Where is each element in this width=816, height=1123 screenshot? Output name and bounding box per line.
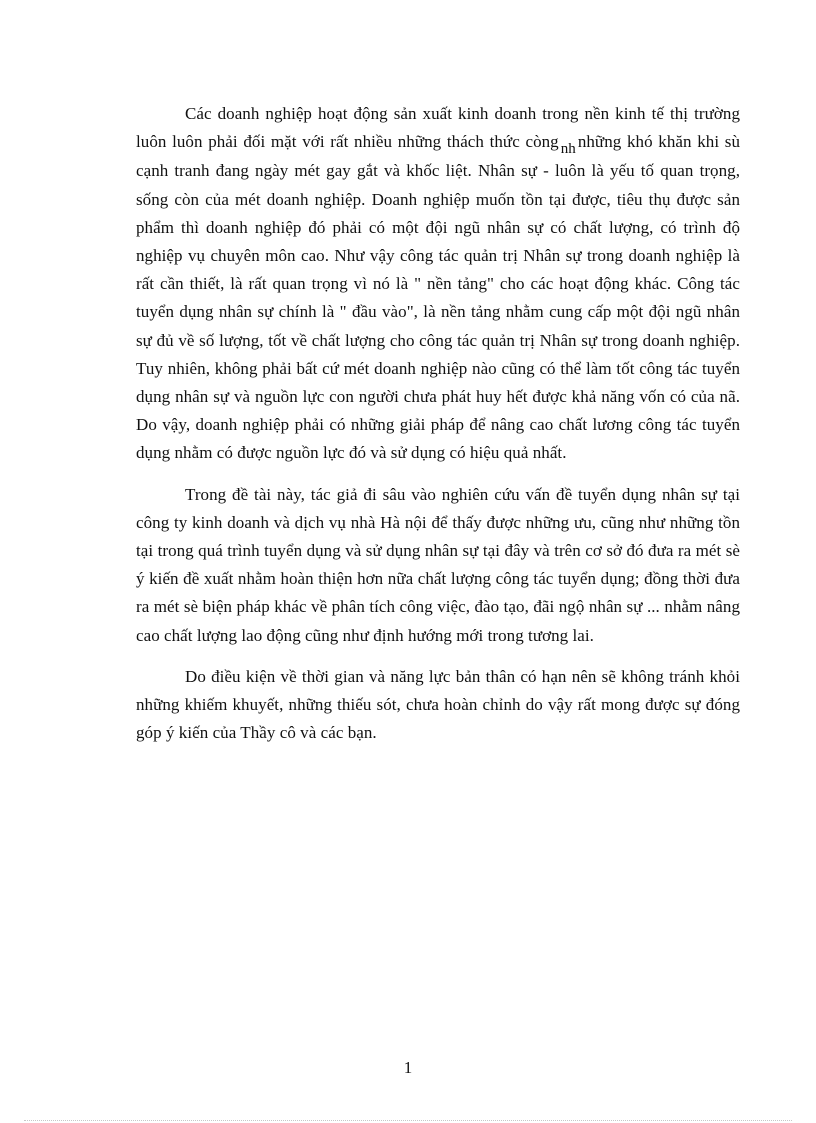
subscript-fragment: nh [560,141,576,158]
paragraph-intro-rest: những khó khăn khi sù cạnh tranh đang ngày mét gay gắt và khốc liệt. Nhân sự - luôn là yếu tố quan trọng, sống còn của mét doanh nghiệp. Doanh nghiệp muốn tồn tại được, tiêu thụ được sản phẩm thì doanh nghiệp đó phải có một đội ngũ nhân sự có chất lượng, có trình độ nghiệp vụ chuyên môn cao. Như vậy công tác quản trị Nhân sự trong doanh nghiệp là rất cần thiết, là rất quan trọng vì nó là " nền tảng" cho các hoạt động khác. Công tác tuyển dụng nhân sự chính là " đầu vào", là nền tảng nhằm cung cấp một đội ngũ nhân sự đủ về số lượng, tốt về chất lượng cho công tác quản trị Nhân sự trong doanh nghiệp. Tuy nhiên, không phải bất cứ mét doanh nghiệp nào cũng có thể làm tốt công tác tuyển dụng nhân sự và nguồn lực con người chưa phát huy hết được khả năng vốn có của nã. Do vậy, doanh nghiệp phải có những giải pháp để nâng cao chất lương công tác tuyển dụng nhằm có được nguồn lực đó và sử dụng có hiệu quả nhất. [136,132,740,463]
paragraph-scope: Trong đề tài này, tác giả đi sâu vào nghiên cứu vấn đề tuyển dụng nhân sự tại công ty kinh doanh và dịch vụ nhà Hà nội để thấy được những ưu, cũng như những tồn tại trong quá trình tuyển dụng và sử dụng nhân sự tại đây và trên cơ sở đó đưa ra mét sè ý kiến đề xuất nhằm hoàn thiện hơn nữa chất lượng công tác tuyển dụng; đồng thời đưa ra mét sè biện pháp khác về phân tích công việc, đào tạo, đãi ngộ nhân sự ... nhằm nâng cao chất lượng lao động cũng như định hướng mới trong tương lai. [136,484,740,645]
paragraph-intro-start: Các doanh nghiệp hoạt động sản xuất kinh doanh trong nền kinh tế thị trường luôn luôn phải đối mặt với rất nhiều những thách thức còng [136,104,740,152]
page-bottom-divider [24,1120,792,1121]
paragraph-closing: Do điều kiện về thời gian và năng lực bản thân có hạn nên sẽ không tránh khỏi những khiếm khuyết, những thiếu sót, chưa hoàn chỉnh do vậy rất mong được sự đóng góp ý kiến của Thầy cô và các bạn. [136,666,740,743]
document-body [136,100,740,760]
paragraph-intro [136,100,740,468]
page-number: 1 [403,1058,413,1077]
